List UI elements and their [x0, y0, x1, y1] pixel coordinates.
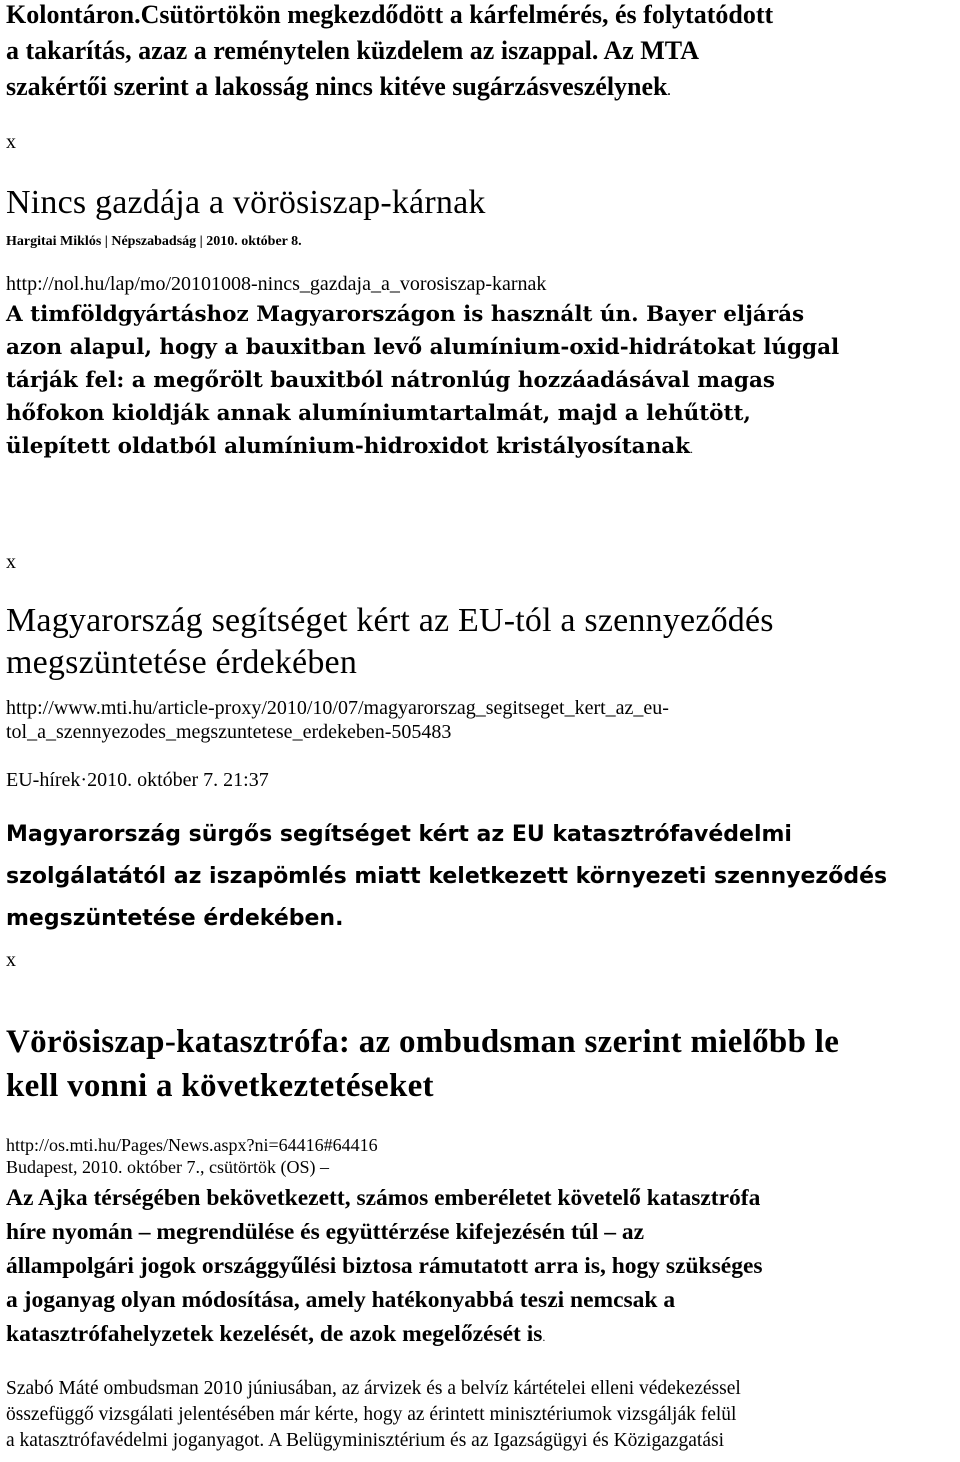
article-body: [6, 1181, 960, 1354]
article-paragraph: [6, 1376, 960, 1454]
article-body: [6, 814, 960, 940]
body-line: megszüntetése érdekében.: [6, 906, 344, 931]
article-meta: EU-hírek·2010. október 7. 21:37: [6, 769, 269, 791]
body-line: Magyarország sürgős segítséget kért az EU katasztrófavédelmi: [6, 822, 792, 847]
body-line: hőfokon kioldják annak alumíniumtartalmát, majd a lehűtött,: [6, 401, 751, 426]
lead-paragraph: [6, 0, 773, 109]
body-line: híre nyomán – megrendülése és együttérzése kifejezésén túl – az: [6, 1219, 645, 1245]
article-url[interactable]: http://nol.hu/lap/mo/20101008-nincs_gazdaja_a_vorosiszap-karnak: [6, 273, 547, 295]
body-line: a joganyag olyan módosítása, amely hatékonyabbá teszi nemcsak a: [6, 1287, 676, 1313]
url-line[interactable]: http://www.mti.hu/article-proxy/2010/10/07/magyarorszag_segitseget_kert_az_eu-: [6, 697, 669, 719]
article-byline: Hargitai Miklós | Népszabadság | 2010. október 8.: [6, 234, 302, 249]
article-dateline: Budapest, 2010. október 7., csütörtök (OS) –: [6, 1157, 329, 1177]
para-line: összefüggő vizsgálati jelentésében már kérte, hogy az érintett minisztériumok vizsgálják felül: [6, 1404, 737, 1425]
lead-line: szakértői szerint a lakosság nincs kitéve sugárzásveszélynek.: [6, 72, 671, 101]
url-line[interactable]: tol_a_szennyezodes_megszuntetese_erdekeben-505483: [6, 721, 452, 743]
marker-x: x: [6, 949, 16, 971]
lead-line: Kolontáron.Csütörtökön megkezdődött a kárfelmérés, és folytatódott: [6, 0, 774, 29]
article-url[interactable]: [6, 696, 669, 744]
body-line: állampolgári jogok országgyűlési biztosa rámutatott arra is, hogy szükséges: [6, 1253, 763, 1279]
body-line: Az Ajka térségében bekövetkezett, számos emberéletet követelő katasztrófa: [6, 1185, 761, 1211]
title-line: kell vonni a következtetéseket: [6, 1068, 434, 1104]
title-line: Vörösiszap-katasztrófa: az ombudsman szerint mielőbb le: [6, 1024, 840, 1060]
marker-x: x: [6, 551, 16, 573]
marker-x: x: [6, 131, 16, 153]
body-line: azon alapul, hogy a bauxitban levő alumínium-oxid-hidrátokat lúggal: [6, 335, 840, 360]
body-line: ülepített oldatból alumínium-hidroxidot kristályosítanak.: [6, 434, 694, 459]
article-title: Nincs gazdája a vörösiszap-kárnak: [6, 184, 486, 221]
article-body: [6, 298, 956, 466]
body-line: szolgálatától az iszapömlés miatt keletkezett környezeti szennyeződés: [6, 864, 888, 889]
title-line: Magyarország segítséget kért az EU-tól a szennyeződés: [6, 602, 774, 639]
lead-line: a takarítás, azaz a reménytelen küzdelem az iszappal. Az MTA: [6, 36, 699, 65]
article-title: [6, 1020, 839, 1108]
body-line: A timföldgyártáshoz Magyarországon is használt ún. Bayer eljárás: [6, 302, 805, 327]
article-url[interactable]: http://os.mti.hu/Pages/News.aspx?ni=64416#64416: [6, 1135, 378, 1155]
body-line: katasztrófahelyzetek kezelését, de azok megelőzését is.: [6, 1321, 546, 1347]
para-line: a katasztrófavédelmi joganyagot. A Belügyminisztérium és az Igazságügyi és Közigazgatási: [6, 1430, 725, 1451]
article-title: [6, 600, 774, 684]
para-line: Szabó Máté ombudsman 2010 júniusában, az árvizek és a belvíz kártételei elleni védekezéssel: [6, 1378, 741, 1399]
body-line: tárják fel: a megőrölt bauxitból nátronlúg hozzáadásával magas: [6, 368, 775, 393]
title-line: megszüntetése érdekében: [6, 644, 358, 681]
